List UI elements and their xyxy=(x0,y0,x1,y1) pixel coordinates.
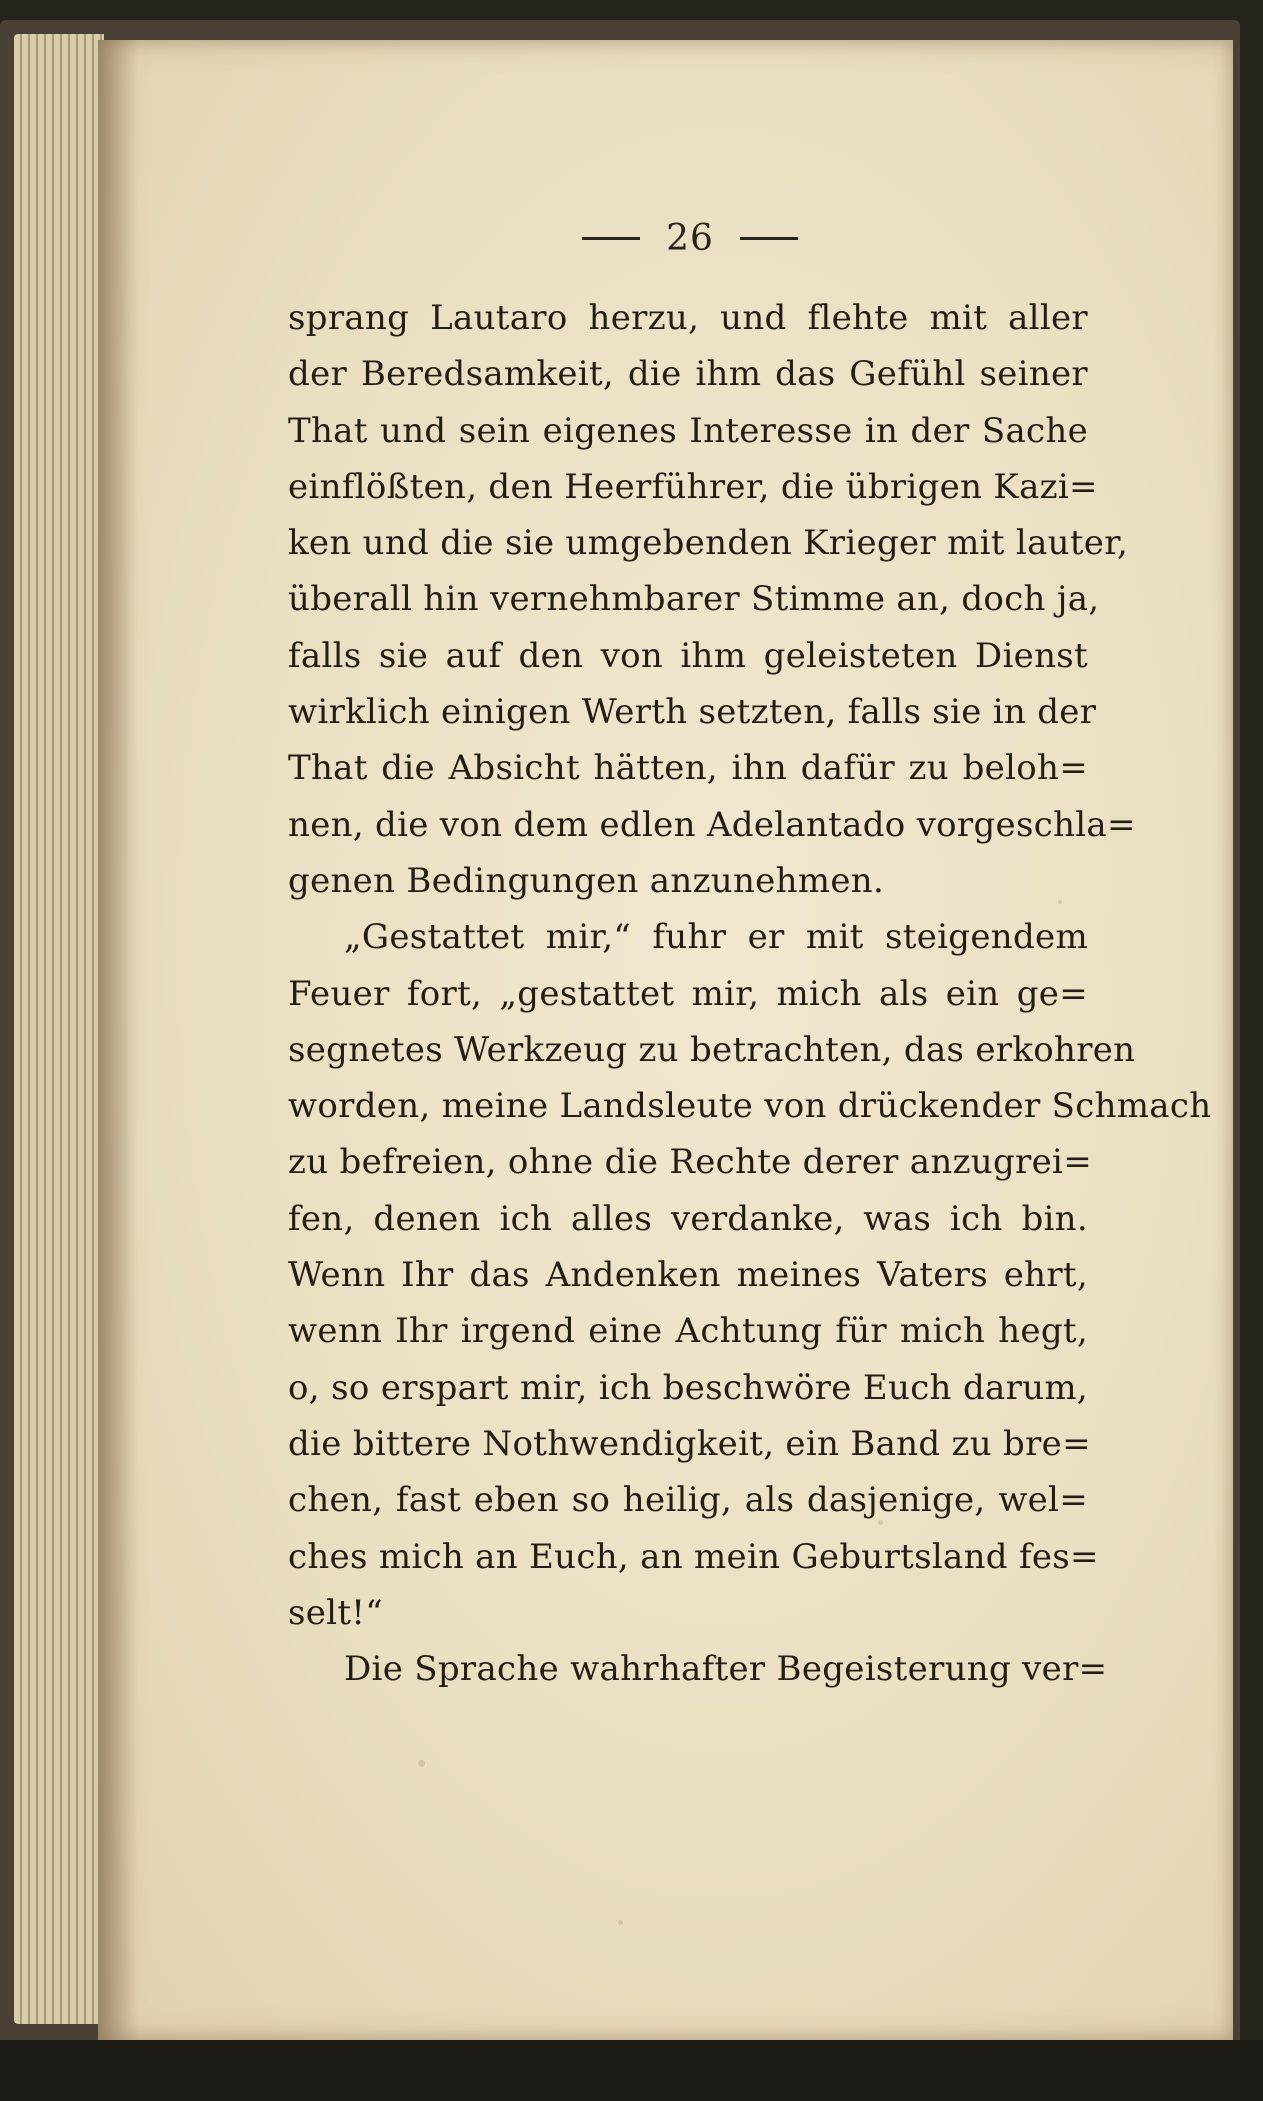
text-line: ken und die sie umgebenden Krieger mit lauter, xyxy=(288,523,1129,564)
text-line: chen, fast eben so heilig, als dasjenige, wel= xyxy=(288,1480,1088,1521)
text-line: That die Absicht hätten, ihn dafür zu beloh= xyxy=(288,748,1088,789)
text-line: sprang Lautaro herzu, und flehte mit aller xyxy=(288,298,1088,338)
text-line: selt!“ xyxy=(288,1592,383,1633)
text-line: worden, meine Landsleute von drückender Schmach xyxy=(288,1086,1212,1127)
header-dash-left xyxy=(582,237,640,240)
page-edges xyxy=(14,34,104,2024)
body-text xyxy=(288,290,1212,1697)
text-line: der Beredsamkeit, die ihm das Gefühl seiner xyxy=(288,354,1088,395)
text-line: Die Sprache wahrhafter Begeisterung ver= xyxy=(344,1649,1108,1690)
text-line: ches mich an Euch, an mein Geburtsland fes= xyxy=(288,1536,1099,1577)
text-line: Feuer fort, „gestattet mir, mich als ein ge= xyxy=(288,973,1088,1014)
text-line: wirklich einigen Werth setzten, falls sie in der xyxy=(288,692,1097,733)
text-line: segnetes Werkzeug zu betrachten, das erkohren xyxy=(288,1029,1136,1070)
text-line: Wenn Ihr das Andenken meines Vaters ehrt, xyxy=(288,1255,1088,1296)
text-line: o, so erspart mir, ich beschwöre Euch darum, xyxy=(288,1367,1088,1408)
text-line: die bittere Nothwendigkeit, ein Band zu bre= xyxy=(288,1423,1091,1464)
text-line: überall hin vernehmbarer Stimme an, doch ja, xyxy=(288,579,1100,620)
text-line: wenn Ihr irgend eine Achtung für mich hegt, xyxy=(288,1311,1088,1352)
text-line: falls sie auf den von ihm geleisteten Dienst xyxy=(288,635,1088,676)
running-header xyxy=(540,208,840,268)
header-dash-right xyxy=(740,237,798,240)
page-number: 26 xyxy=(666,217,714,259)
text-line: „Gestattet mir,“ fuhr er mit steigendem xyxy=(344,917,1088,958)
text-line: zu befreien, ohne die Rechte derer anzugrei= xyxy=(288,1142,1092,1183)
text-line: That und sein eigenes Interesse in der Sache xyxy=(288,410,1088,451)
text-line: einflößten, den Heerführer, die übrigen Kazi= xyxy=(288,466,1098,507)
gutter-shadow xyxy=(98,40,138,2040)
text-line: fen, denen ich alles verdanke, was ich bin. xyxy=(288,1198,1088,1239)
text-line: nen, die von dem edlen Adelantado vorgeschla= xyxy=(288,804,1136,845)
text-line: genen Bedingungen anzunehmen. xyxy=(288,860,885,901)
bottom-strip xyxy=(0,2040,1263,2101)
